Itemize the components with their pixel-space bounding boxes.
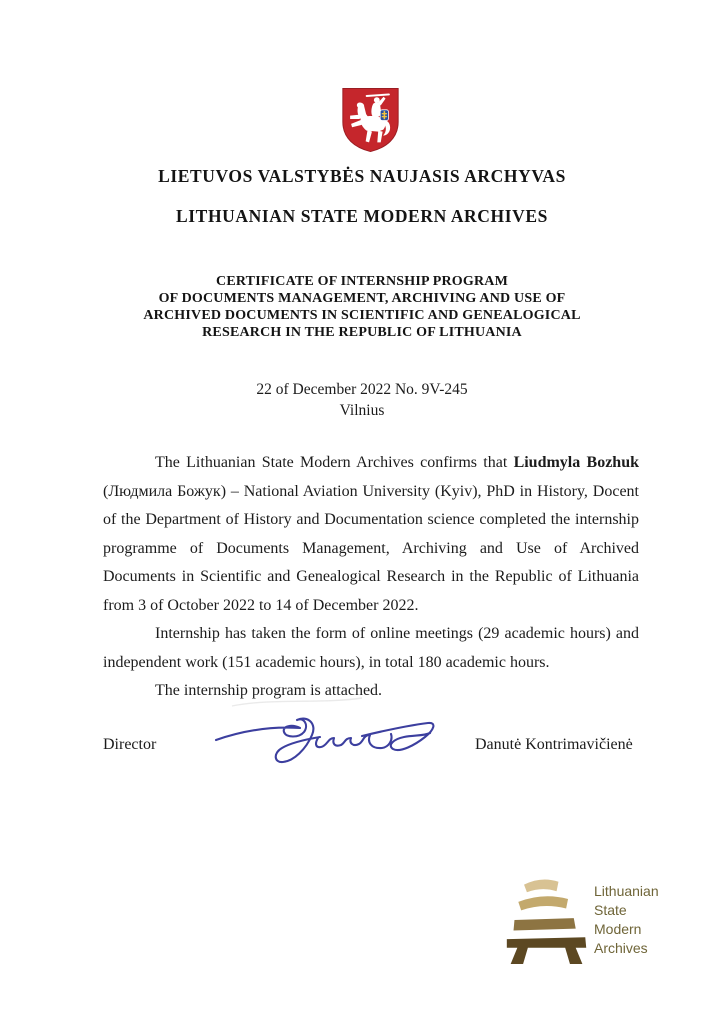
- archives-logo-icon: [504, 876, 590, 964]
- archives-logo-wordmark: [594, 882, 659, 958]
- body-paragraph-attachment: The internship program is attached.: [155, 682, 383, 699]
- body-paragraph-confirmation: [103, 449, 639, 620]
- intern-name: Liudmyla Bozhuk: [513, 454, 640, 471]
- logo-bar-1: [524, 879, 558, 892]
- body-text-after-name: (Людмила Божук) – National Aviation University (Kyiv), PhD in History, Docent of the Department of History and Documentation science completed the internship programme of Documents Management, Archiving and Use of Archived Documents in Scientific and Genealogical Research in the Republic of Lithuania from 3 of October 2022 to 14 of December 2022.: [103, 482, 639, 614]
- body-paragraph-hours: Internship has taken the form of online meetings (29 academic hours) and independent work (151 academic hours), in total 180 academic hours.: [103, 625, 639, 671]
- certificate-body: [103, 449, 639, 706]
- handwritten-signature: [212, 694, 450, 784]
- signature-ink-strokes: [216, 719, 433, 762]
- issue-block: [0, 380, 724, 421]
- lithuania-coat-of-arms-icon: [341, 87, 400, 153]
- inner-blue-shield-with-double-cross: [380, 110, 388, 121]
- logo-word-line: State: [594, 902, 627, 918]
- logo-word-line: Lithuanian: [594, 883, 659, 899]
- director-label: Director: [103, 736, 157, 753]
- body-text-before-name: The Lithuanian State Modern Archives confirms that: [155, 454, 514, 471]
- issue-date-number: 22 of December 2022 No. 9V-245: [256, 381, 468, 398]
- logo-bar-2: [518, 896, 568, 910]
- logo-word-line: Archives: [594, 940, 648, 956]
- org-title-english: LITHUANIAN STATE MODERN ARCHIVES: [175, 206, 548, 226]
- certificate-title-line: ARCHIVED DOCUMENTS IN SCIENTIFIC AND GENEALOGICAL: [143, 308, 581, 323]
- issue-place: Vilnius: [339, 401, 385, 419]
- logo-bar-3: [514, 918, 576, 930]
- certificate-title: [0, 273, 724, 341]
- scan-artifact-line: [232, 698, 362, 706]
- logo-bar-4-with-legs: [507, 937, 586, 964]
- org-title-lithuanian: LIETUVOS VALSTYBĖS NAUJASIS ARCHYVAS: [158, 166, 566, 186]
- certificate-title-line: CERTIFICATE OF INTERNSHIP PROGRAM: [216, 274, 508, 289]
- logo-word-line: Modern: [594, 921, 642, 937]
- certificate-title-line: OF DOCUMENTS MANAGEMENT, ARCHIVING AND USE OF: [158, 291, 566, 306]
- certificate-title-line: RESEARCH IN THE REPUBLIC OF LITHUANIA: [202, 325, 522, 340]
- signer-name: Danutė Kontrimavičienė: [475, 736, 633, 753]
